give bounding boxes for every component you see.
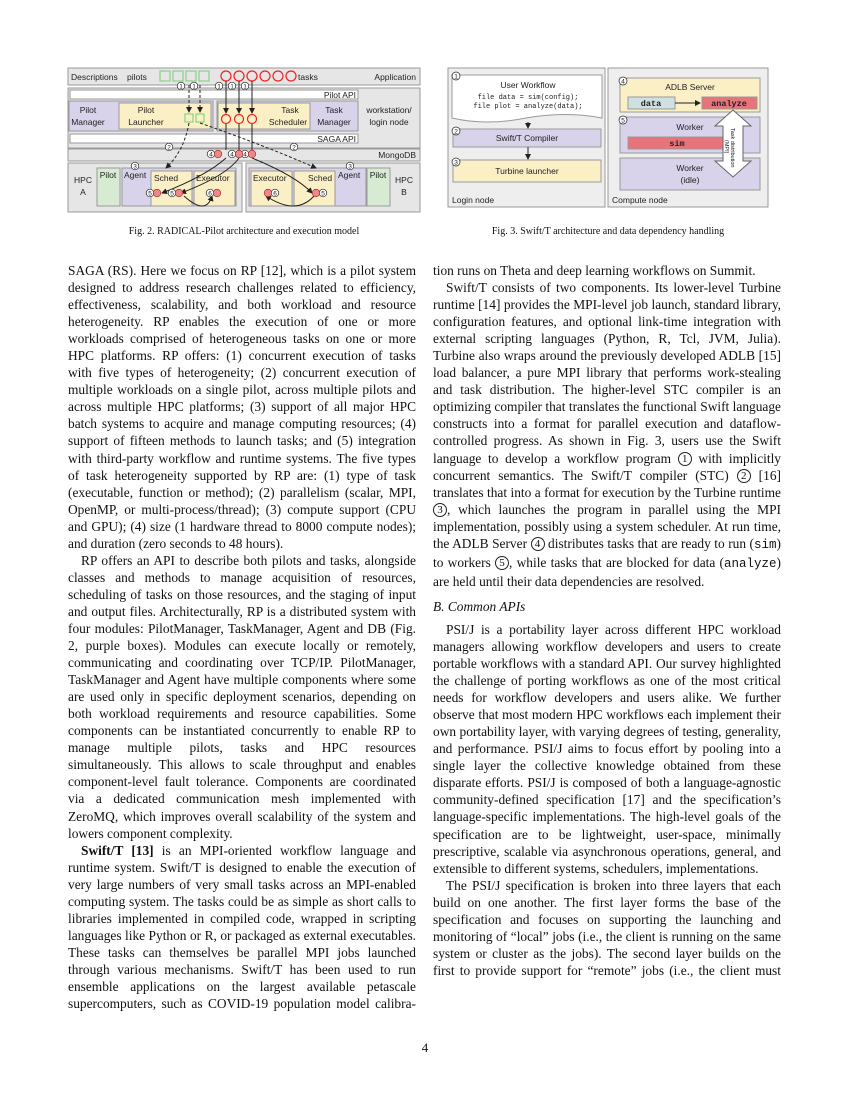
launcher-label: Turbine launcher — [495, 166, 559, 176]
left-column — [68, 262, 416, 1012]
pilot-launcher-label: Pilot — [137, 105, 155, 115]
pilots-label: pilots — [127, 72, 147, 82]
svg-text:6: 6 — [273, 190, 277, 198]
figure-3-swift-t — [446, 66, 770, 210]
adlb-server-label: ADLB Server — [665, 82, 715, 92]
paragraph-text: is an MPI-oriented workflow language and runtime system. Swift/T is designed to enable the execution of very large numbers of very small tasks across an MPI-enabled computing system. The tasks could be as simple as short calls to libraries implemented in compiled code, wrapped in scripting languages like Python or R, or packaged as external executables. These tasks can themselves be parallel MPI jobs launched through various mechanisms. Swift/T has been used to run ensemble applications on the largest available petascale supercomputers, such as COVID-19 population model calibra- — [68, 842, 416, 1012]
paragraph-text: distributes tasks that are ready to run ( — [544, 535, 755, 551]
circled-step-5: 5 — [495, 556, 509, 570]
data-box: data — [640, 99, 662, 109]
worker-label: Worker — [676, 122, 704, 132]
code-line: file data = sim(config); — [477, 94, 579, 102]
svg-text:1: 1 — [179, 83, 183, 91]
paragraph — [433, 279, 781, 590]
pilot-manager-label: Manager — [71, 117, 105, 127]
idle-worker-label: (idle) — [680, 175, 700, 185]
code-sim: sim — [754, 537, 777, 552]
svg-text:4: 4 — [243, 151, 247, 159]
paragraph-text: [16] translates that into a format for execution by the Turbine runtime — [433, 467, 781, 500]
circled-step-4: 4 — [531, 537, 545, 551]
task-distribution-label: (MPI) — [723, 140, 729, 154]
paragraph: tion runs on Theta and deep learning workflows on Summit. — [433, 263, 756, 278]
pilot-manager-label: Pilot — [79, 105, 97, 115]
application-label: Application — [374, 72, 416, 82]
compute-node-label: Compute node — [612, 195, 668, 205]
paragraph-text: , while tasks that are blocked for data ( — [509, 554, 725, 570]
hpc-a-label: HPC — [74, 175, 92, 185]
login-node-label: Login node — [452, 195, 495, 205]
idle-worker-label: Worker — [676, 163, 704, 173]
mongodb-label: MongoDB — [378, 150, 416, 160]
svg-text:5: 5 — [321, 190, 325, 198]
svg-text:4: 4 — [209, 151, 213, 159]
workstation-label: workstation/ — [366, 105, 412, 115]
svg-text:3: 3 — [133, 163, 137, 171]
svg-text:5: 5 — [148, 190, 152, 198]
svg-text:1: 1 — [243, 83, 247, 91]
pilot-label: Pilot — [369, 170, 387, 180]
svg-text:3: 3 — [454, 159, 458, 167]
paragraph: The PSI/J specification is broken into three layers that each build on one another. The first layer forms the base of the specification and focuses on supporting the launching and monitoring of “local” jobs (i.e., the client is running on the same system or cluster as the jobs). The second layer builds on the first to provide support for “remote” jobs (i.e., the client must — [433, 877, 781, 978]
swift-t-term: Swift/T [13] — [81, 842, 154, 858]
analyze-box: analyze — [711, 99, 747, 109]
task-scheduler-label: Scheduler — [268, 117, 308, 127]
section-heading: B. Common APIs — [433, 598, 526, 614]
paragraph-text: , which launches the program in parallel using the MPI implementation, possibly using a system scheduler. At run time, the ADLB Server — [433, 501, 781, 551]
svg-text:5: 5 — [621, 117, 625, 125]
circled-step-3: 3 — [433, 503, 447, 517]
svg-text:4: 4 — [230, 151, 234, 159]
svg-text:1: 1 — [454, 73, 458, 81]
task-distribution-label: Task distribution — [729, 128, 735, 168]
svg-text:6: 6 — [208, 190, 212, 198]
paragraph-text: ) are held until their data dependencies are resolved. — [433, 554, 781, 589]
workstation-label: login node — [369, 117, 409, 127]
descriptions-label: Descriptions — [71, 72, 118, 82]
executor-label: Executor — [253, 173, 287, 183]
agent-label: Agent — [124, 170, 147, 180]
pilot-launcher-label: Launcher — [128, 117, 164, 127]
agent-label: Agent — [338, 170, 361, 180]
paragraph: RP offers an API to describe both pilots and tasks, alongside classes and methods to manage acquisition of resources, scheduling of tasks on those resources, and the staging of input and output files. Architecturally, RP is a distributed system with four modules: PilotManager, TaskManager, Agent and DB (Fig. 2, purple boxes). Modules can execute locally or remotely, communicating and coordinating over TCP/IP. PilotManager, TaskManager and Agent have multiple components where some are used only in specific deployment scenarios, depending on both workload requirements and resource capabilities. Some components can be instantiated concurrently to enable RP to manage multiple pilots, tasks and HPC resources simultaneously. This allows to scale throughput and enables component-level fault tolerance. Components are coordinated via a dedicated communication mesh implemented with ZeroMQ, which improves overall scalability of the system and lowers component complexity. — [68, 552, 416, 841]
paragraph — [68, 842, 416, 1012]
svg-text:1: 1 — [217, 83, 221, 91]
circled-step-1: 1 — [678, 452, 692, 466]
user-workflow-label: User Workflow — [500, 80, 556, 90]
circled-step-2: 2 — [737, 469, 751, 483]
right-column — [433, 262, 781, 979]
pilot-api-label: Pilot API — [323, 90, 356, 100]
svg-text:4: 4 — [621, 78, 625, 86]
sched-label: Sched — [154, 173, 179, 183]
figure-2-radical-pilot — [66, 66, 422, 214]
task-scheduler-label: Task — [281, 105, 299, 115]
paragraph-text: with implicitly concurrent semantics. The Swift/T compiler (STC) — [433, 450, 781, 483]
compiler-label: Swift/T Compiler — [495, 133, 559, 143]
task-manager-label: Task — [325, 105, 343, 115]
paragraph-text: Swift/T consists of two components. Its lower-level Turbine runtime [14] provides the MPI-level job launch, standard library, configuration features, and optional link-time integration with external scripting languages (Python, R, Tcl, JVM, Julia). Turbine also wraps around the previously developed ADLB [15] load balancer, a pure MPI library that performs work-stealing and task distribution. The higher-level STC compiler is an optimizing compiler that translates the functional Swift language constructs into a format for parallel execution and dataflow-controlled progress. As shown in Fig. 3, users use the Swift language to develop a workflow program — [433, 280, 781, 466]
executor-label: Executor — [196, 173, 230, 183]
paragraph: SAGA (RS). Here we focus on RP [12], which is a pilot system designed to address research challenges related to efficiency, effectiveness, scalability, and both workload and resource heterogeneity. RP enables the execution of one or more workloads comprised of heterogeneous tasks on one or more HPC platforms. RP offers: (1) concurrent execution of tasks with five types of heterogeneity; (2) concurrent execution of multiple workloads on a single pilot, across multiple pilots and across multiple HPC platforms; (3) support of all major HPC batch systems to acquire and manage computing resources; (4) support of fifteen methods to launch tasks; and (5) integration with third-party workflow and runtime systems. The five types of task heterogeneity supported by RP are: (1) type of task (executable, function or method); (2) parallelism (scalar, MPI, OpenMP, or multi-process/thread); (3) compute support (CPU and GPU); (4) size (1 hardware thread to 8000 compute nodes); and duration (zero seconds to 48 hours). — [68, 263, 416, 551]
svg-text:5: 5 — [170, 190, 174, 198]
saga-api-label: SAGA API — [317, 134, 356, 144]
hpc-b-label: HPC — [395, 175, 413, 185]
paragraph-text: ) to workers — [433, 535, 781, 570]
figure-3-caption: Fig. 3. Swift/T architecture and data dependency handling — [491, 226, 725, 237]
hpc-a-label: A — [80, 187, 86, 197]
svg-text:3: 3 — [348, 163, 352, 171]
sched-label: Sched — [308, 173, 333, 183]
tasks-label: tasks — [298, 72, 318, 82]
svg-text:1: 1 — [230, 83, 234, 91]
code-line: file plot = analyze(data); — [473, 103, 583, 111]
svg-text:2: 2 — [167, 144, 171, 152]
code-analyze: analyze — [724, 556, 777, 571]
page-number: 4 — [421, 1040, 429, 1055]
hpc-b-label: B — [401, 187, 407, 197]
pilot-label: Pilot — [99, 170, 117, 180]
paragraph: PSI/J is a portability layer across different HPC workload managers allowing workflow developers and users to create portable workflows with a standard API. Our survey highlighted the challenge of porting workflows as one of the most critical needs for workflow developers and users alike. We further observe that most modern HPC workflows each implement their own portability layer, with varying degrees of testing, generality, and performance. PSI/J aims to focus effort by pooling into a single layer the collective knowledge obtained from these disparate efforts. PSI/J is composed of both a language-agnostic community-defined specification [17] and the specification’s language-specific implementations. The high-level goals of the specification are to be lightweight, user-space, minimally prescriptive, scalable via asynchronous operations, general, and extensible to different systems, schedulers, implementations. — [433, 621, 781, 876]
svg-text:2: 2 — [454, 128, 458, 136]
svg-text:1: 1 — [192, 83, 196, 91]
figure-2-caption: Fig. 2. RADICAL-Pilot architecture and execution model — [128, 226, 360, 237]
task-manager-label: Manager — [317, 117, 351, 127]
sim-box: sim — [669, 139, 685, 149]
svg-text:2: 2 — [292, 144, 296, 152]
